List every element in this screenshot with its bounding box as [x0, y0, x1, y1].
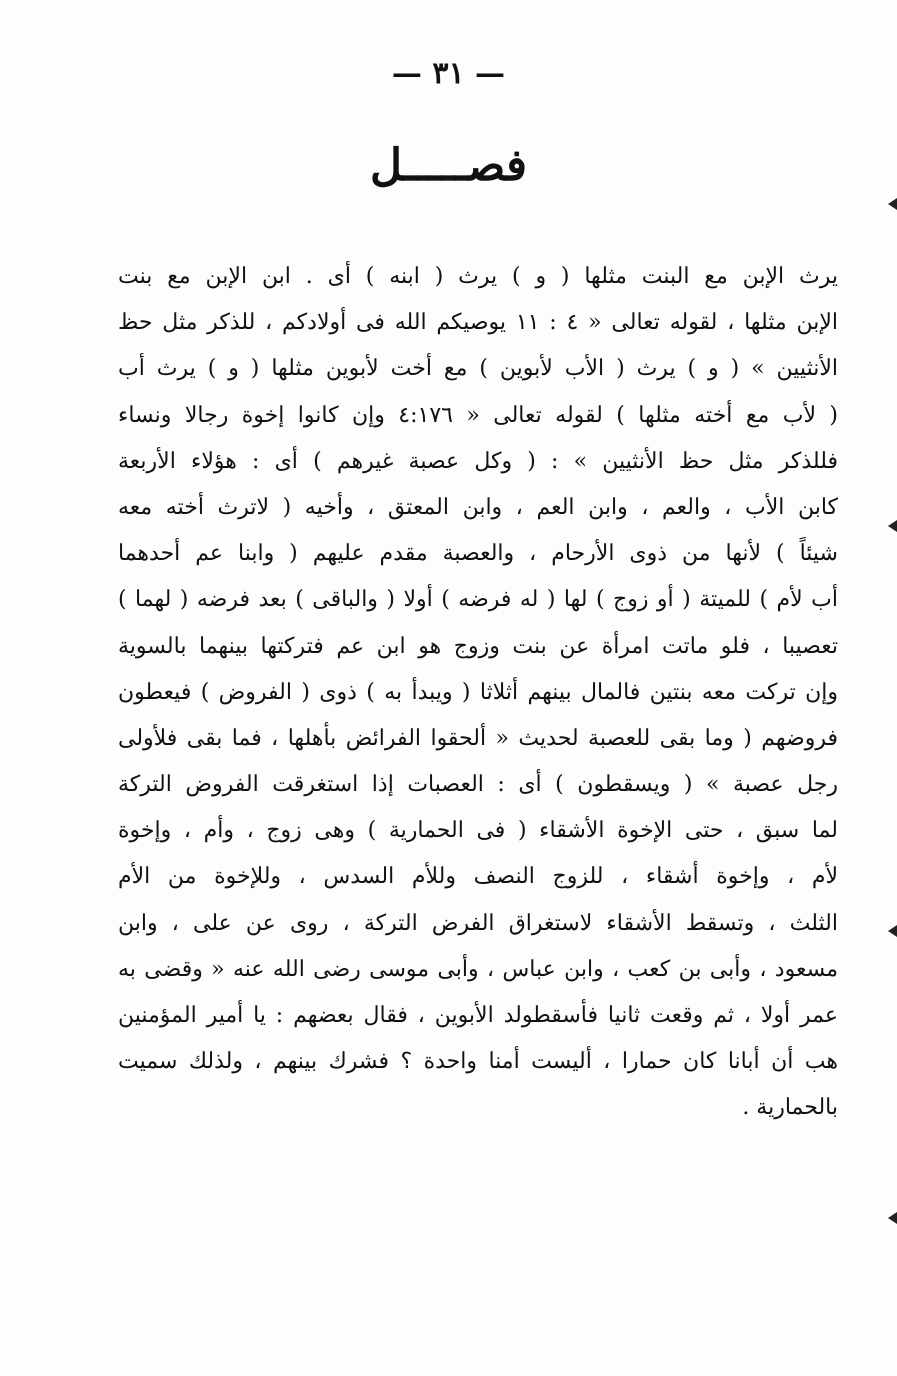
section-title: فصـــــل	[370, 140, 527, 191]
margin-mark	[888, 925, 897, 937]
text-line: الثلث ، وتسقط الأشقاء لاستغراق الفرض التركة ، روى عن على ، وابن	[118, 910, 838, 936]
text-line: لما سبق ، حتى الإخوة الأشقاء ( فى الحمارية ) وهى زوج ، وأم ، وإخوة	[118, 818, 838, 844]
text-line: يرث الإبن مع البنت مثلها ( و ) يرث ( ابنه ) أى . ابن الإبن مع بنت	[118, 264, 838, 289]
body-text	[118, 254, 838, 1132]
margin-mark	[888, 1212, 897, 1224]
margin-mark	[888, 198, 897, 210]
text-line: وإن تركت معه بنتين فالمال بينهم أثلاثا ( ويبدأ به ) ذوى ( الفروض ) فيعطون	[118, 679, 838, 705]
page-number: — ٣١ —	[391, 56, 506, 91]
text-line: الأنثيين » ( و ) يرث ( الأب لأبوين ) مع أخت لأبوين مثلها ( و ) يرث أب	[118, 356, 838, 382]
text-line: شيئاً ) لأنها من ذوى الأرحام ، والعصبة مقدم عليهم ( وابنا عم أحدهما	[118, 541, 838, 567]
text-line: فللذكر مثل حظ الأنثيين » : ( وكل عصبة غيرهم ) أى : هؤلاء الأربعة	[118, 448, 838, 474]
text-line: ( لأب مع أخته مثلها ) لقوله تعالى « ٤:١٧٦ وإن كانوا إخوة رجالا ونساء	[118, 402, 838, 428]
text-line: فروضهم ( وما بقى للعصبة لحديث « ألحقوا الفرائض بأهلها ، فما بقى فلأولى	[118, 725, 838, 751]
text-line: الإبن مثلها ، لقوله تعالى « ٤ : ١١ يوصيكم الله فى أولادكم ، للذكر مثل حظ	[118, 310, 838, 336]
text-line: هب أن أبانا كان حمارا ، أليست أمنا واحدة ؟ فشرك بينهم ، ولذلك سميت	[118, 1049, 838, 1075]
text-line: لأم ، وإخوة أشقاء ، للزوج النصف وللأم السدس ، وللإخوة من الأم	[118, 864, 838, 890]
text-line: رجل عصبة » ( ويسقطون ) أى : العصبات إذا استغرقت الفروض التركة	[118, 772, 838, 798]
text-line: عمر أولا ، ثم وقعت ثانيا فأسقطولد الأبوين ، فقال بعضهم : يا أمير المؤمنين	[118, 1003, 838, 1028]
margin-mark	[888, 520, 897, 532]
text-line: تعصيبا ، فلو ماتت امرأة عن بنت وزوج هو ابن عم فتركتها بينهما بالسوية	[118, 633, 838, 659]
text-line: كابن الأب ، والعم ، وابن العم ، وابن المعتق ، وأخيه ( لاترث أخته معه	[118, 494, 838, 520]
text-line: أب لأم ) للميتة ( أو زوج ) لها ( له فرضه ) أولا ( والباقى ) بعد فرضه ( لهما )	[118, 587, 838, 613]
text-line: مسعود ، وأبى بن كعب ، وابن عباس ، وأبى موسى رضى الله عنه « وقضى به	[118, 956, 838, 982]
text-line: بالحمارية .	[742, 1095, 838, 1121]
